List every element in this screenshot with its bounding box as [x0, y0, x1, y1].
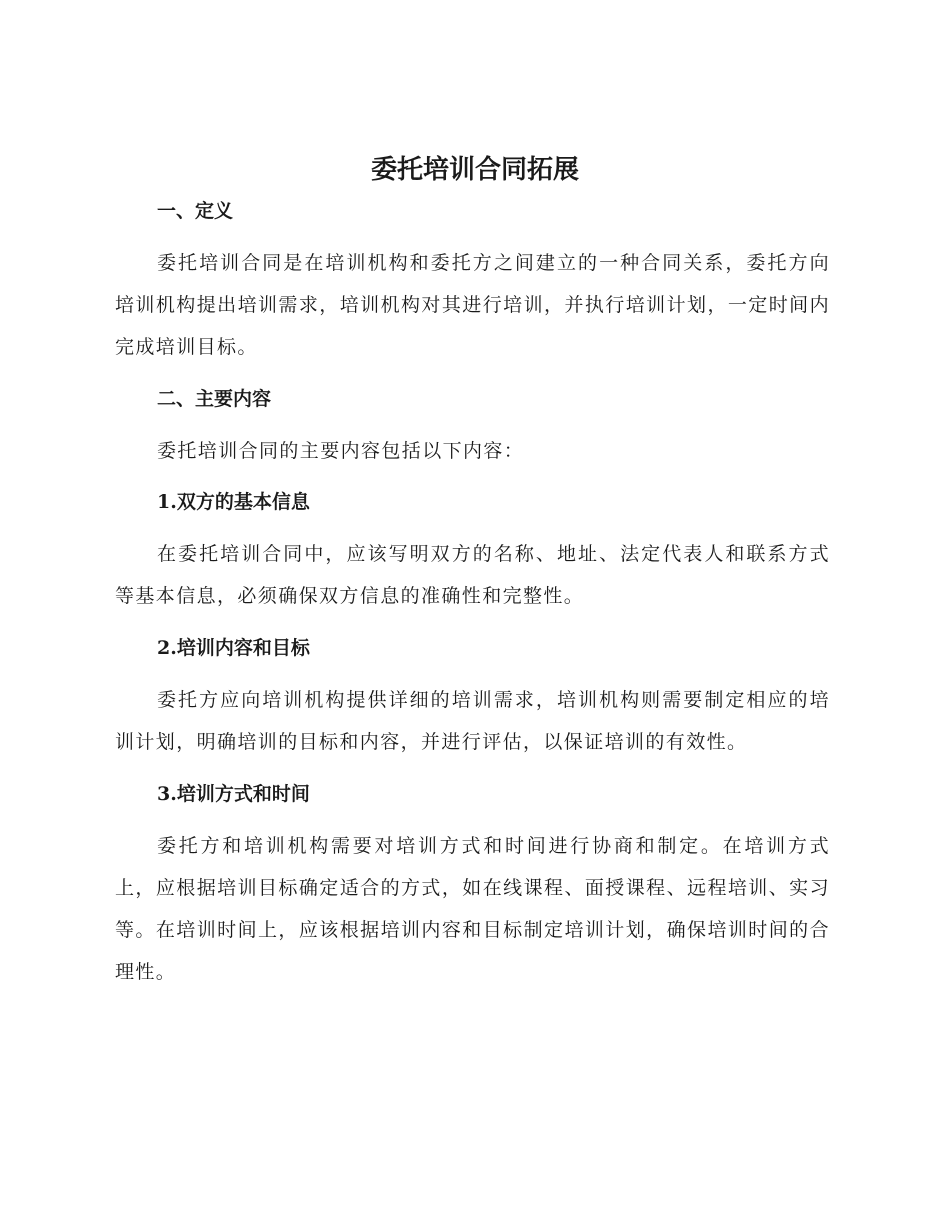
section-paragraph-definition: 委托培训合同是在培训机构和委托方之间建立的一种合同关系，委托方向培训机构提出培训需求，培训机构对其进行培训，并执行培训计划，一定时间内完成培训目标。	[115, 252, 830, 358]
document-title: 委托培训合同拓展	[370, 155, 579, 185]
section-heading-training-method: 3.培训方式和时间	[157, 783, 310, 805]
section-heading-main-content: 二、主要内容	[157, 388, 272, 410]
section-paragraph-training-content: 委托方应向培训机构提供详细的培训需求，培训机构则需要制定相应的培训计划，明确培训的目标和内容，并进行评估，以保证培训的有效性。	[115, 689, 830, 753]
section-paragraph-main-content: 委托培训合同的主要内容包括以下内容：	[157, 440, 525, 462]
section-paragraph-basic-info: 在委托培训合同中，应该写明双方的名称、地址、法定代表人和联系方式等基本信息，必须确保双方信息的准确性和完整性。	[115, 543, 830, 607]
section-heading-definition: 一、定义	[157, 200, 234, 222]
section-heading-basic-info: 1.双方的基本信息	[157, 491, 310, 513]
section-paragraph-training-method: 委托方和培训机构需要对培训方式和时间进行协商和制定。在培训方式上，应根据培训目标确定适合的方式，如在线课程、面授课程、远程培训、实习等。在培训时间上，应该根据培训内容和目标制定培训计划，确保培训时间的合理性。	[115, 835, 830, 983]
section-heading-training-content: 2.培训内容和目标	[157, 637, 310, 659]
